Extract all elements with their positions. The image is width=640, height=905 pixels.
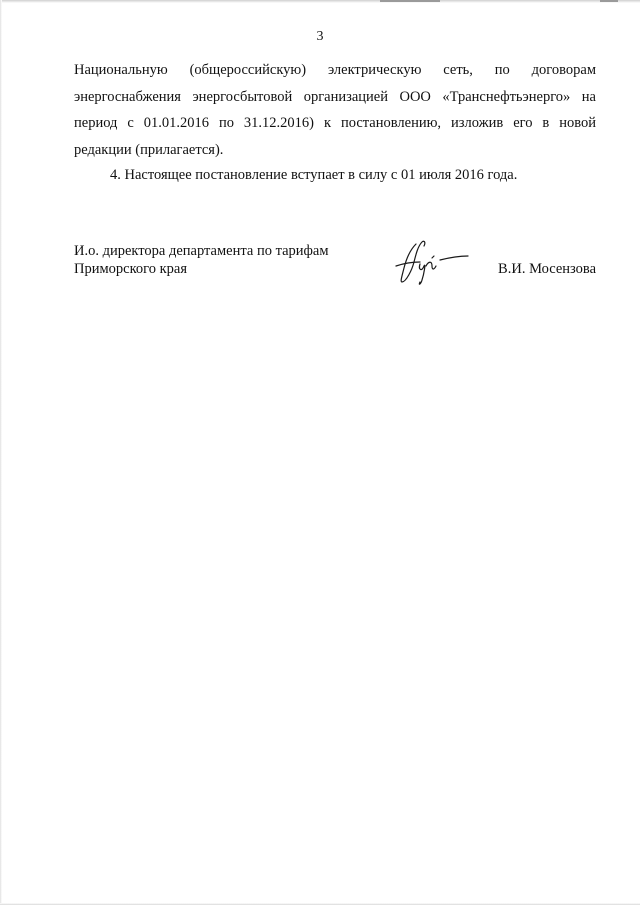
signature-stroke [396, 262, 420, 266]
item-4-paragraph: 4. Настоящее постановление вступает в силу с 01 июля 2016 года. [110, 167, 518, 183]
paragraph-line: редакции (прилагается). [74, 141, 224, 158]
signatory-title-line: Приморского края [74, 261, 188, 277]
signatory-title [74, 242, 329, 278]
scan-left-edge [0, 0, 2, 905]
signature-stroke [440, 256, 468, 260]
scan-speck [380, 0, 440, 2]
signature-stroke [432, 256, 434, 258]
paragraph-line: период с 01.01.2016 по 31.12.2016) к постановлению, изложив его в новой [74, 115, 596, 131]
signatory-title-line: И.о. директора департамента по тарифам [74, 243, 329, 259]
paragraph-line: Национальную (общероссийскую) электрическую сеть, по договорам [74, 62, 596, 78]
signature-stroke [426, 262, 436, 269]
signature-stroke [401, 241, 425, 282]
scan-top-edge [0, 0, 640, 3]
signature-stroke [419, 264, 425, 284]
paragraph-line: энергоснабжения энергосбытовой организацией ООО «Транснефтьэнерго» на [74, 88, 596, 105]
body-paragraph [74, 57, 596, 163]
signatory-name: В.И. Мосензова [498, 261, 596, 277]
page-number: 3 [316, 29, 324, 44]
handwritten-signature [388, 236, 472, 288]
scan-speck [600, 0, 618, 2]
